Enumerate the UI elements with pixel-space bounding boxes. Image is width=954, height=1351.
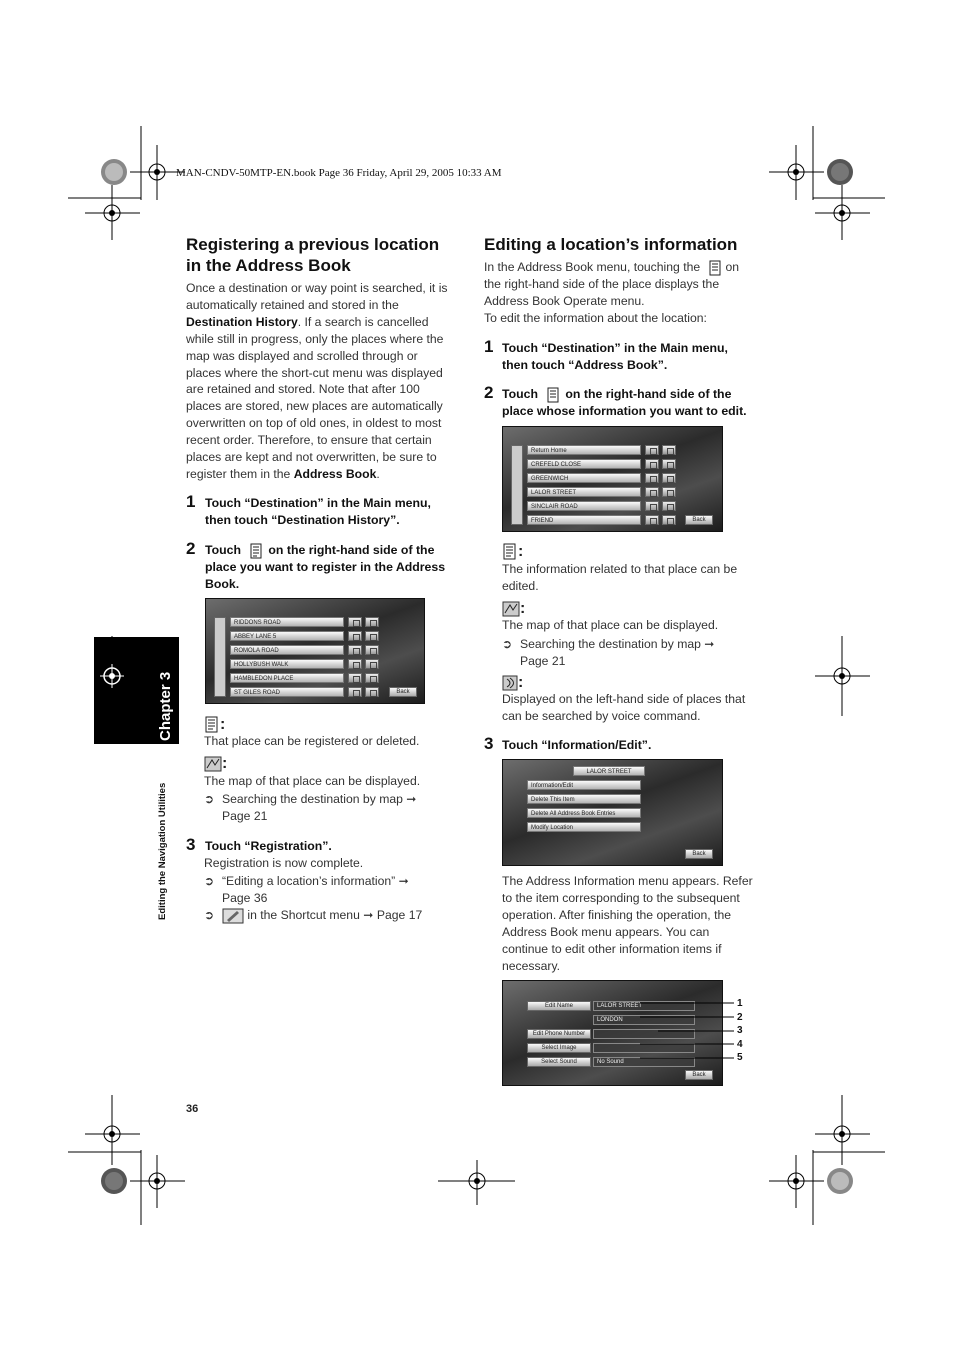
edit-list-icon[interactable] (348, 631, 362, 641)
field-value: LALOR STREET (593, 1001, 695, 1011)
callout-number: 2 (737, 1012, 743, 1023)
edit-list-icon[interactable] (645, 445, 659, 455)
screen-title: LALOR STREET (573, 766, 645, 776)
intro-line: are retained and stored. Note that after 100 (186, 382, 420, 397)
map-icon (502, 601, 520, 617)
callout-number: 5 (737, 1052, 743, 1063)
svg-text:Chapter 3: Chapter 3 (157, 671, 174, 741)
list-item[interactable]: ABBEY LANE 5 (230, 631, 344, 641)
menu-item[interactable]: Delete All Address Book Entries (527, 808, 641, 818)
left-title-line2: in the Address Book (186, 256, 351, 275)
paragraph-line: The Address Information menu appears. Refer (502, 874, 753, 888)
list-item[interactable]: ROMOLA ROAD (230, 645, 344, 655)
back-button[interactable]: Back (685, 849, 713, 859)
right-ref1: ➲ Searching the destination by map ➞ Page 21 (502, 637, 715, 668)
intro-line: places are kept and not overwritten, be sure to (186, 450, 437, 465)
edit-list-icon[interactable] (645, 501, 659, 511)
paragraph-line: operation. After finishing the operation, the (502, 907, 732, 922)
list-item[interactable]: RIDDONS ROAD (230, 617, 344, 627)
map-icon[interactable] (365, 659, 379, 669)
print-header: MAN-CNDV-50MTP-EN.book Page 36 Friday, April 29, 2005 10:33 AM (176, 167, 502, 179)
edit-list-icon[interactable] (348, 673, 362, 683)
right-intro: In the Address Book menu, touching the on the right-hand side of the place displays the Address Book Operate menu. To edit the information about the location: (484, 260, 740, 325)
menu-item[interactable]: Information/Edit (527, 780, 641, 790)
callout-leaders (640, 995, 740, 1065)
edit-list-icon[interactable] (348, 617, 362, 627)
left-icon2-legend: : (204, 755, 227, 773)
left-step3-desc: Registration is now complete. (204, 856, 364, 870)
intro-line: overwritten on top of old ones, in oldest to most (186, 416, 442, 431)
edit-field-button[interactable]: Select Image (527, 1043, 591, 1053)
map-icon[interactable] (365, 687, 379, 697)
right-icon3-legend: : (502, 674, 523, 692)
intro-line: places are stored, new places are automatically (186, 399, 443, 414)
field-value: No Sound (593, 1057, 695, 1067)
edit-list-icon[interactable] (645, 473, 659, 483)
address-book-screen (502, 426, 723, 532)
right-step2-text: Touch on the right-hand side of the place whose information you want to edit. (502, 387, 747, 418)
intro-line: automatically retained and stored in the (186, 297, 399, 312)
intro-line: Once a destination or way point is searched, it is (186, 281, 448, 295)
edit-list-icon (545, 387, 561, 403)
right-icon2-legend: : (502, 600, 525, 618)
list-item[interactable]: ST GILES ROAD (230, 687, 344, 697)
intro-line: Destination History. If a search is cancelled (186, 314, 429, 329)
intro-line: recent order. Therefore, to ensure that certain (186, 433, 432, 448)
right-step2-number: 2 (484, 383, 494, 402)
list-item[interactable]: HAMBLEDON PLACE (230, 673, 344, 683)
map-icon[interactable] (662, 459, 676, 469)
right-icon1-legend: : (502, 543, 523, 561)
chapter-label (150, 645, 178, 741)
paragraph-line: Address Book menu appears. You can (502, 924, 710, 939)
left-ref1: ➲ Searching the destination by map ➞ Page 21 (204, 792, 417, 823)
intro-line: register them in the Address Book. (186, 466, 380, 481)
back-button[interactable]: Back (685, 515, 713, 525)
intro-line: places where the short-cut menu was displayed (186, 365, 443, 380)
left-ref2: ➲ “Editing a location’s information” ➞ Page 36 (204, 874, 409, 905)
back-button[interactable]: Back (389, 687, 417, 697)
edit-list-icon[interactable] (348, 645, 362, 655)
right-icon3-desc: Displayed on the left-hand side of places that can be searched by voice command. (502, 692, 746, 723)
left-step1-text: Touch “Destination” in the Main menu, then touch “Destination History”. (205, 496, 431, 527)
map-icon (204, 756, 222, 772)
destination-history-screen (205, 598, 425, 704)
left-ref3: ➲ in the Shortcut menu ➞ Page 17 (204, 908, 423, 922)
map-icon[interactable] (662, 501, 676, 511)
left-step2-text: Touch on the right-hand side of the place you want to register in the Address Book. (205, 543, 446, 591)
edit-field-button[interactable]: Edit Name (527, 1001, 591, 1011)
section-label (150, 760, 172, 920)
menu-item[interactable]: Delete This Item (527, 794, 641, 804)
list-item[interactable]: SINCLAIR ROAD (527, 501, 641, 511)
ref-arrow-icon: ➲ (204, 792, 215, 806)
map-icon[interactable] (662, 473, 676, 483)
paragraph-line: necessary. (502, 958, 561, 973)
shortcut-pencil-icon (222, 908, 244, 924)
list-item[interactable]: LALOR STREET (527, 487, 641, 497)
intro-line: map was displayed and scrolled through or (186, 348, 418, 363)
right-step3-number: 3 (484, 734, 494, 753)
map-icon[interactable] (662, 515, 676, 525)
map-icon[interactable] (365, 631, 379, 641)
page-arrow-icon: ➞ (406, 792, 417, 806)
paragraph-line: continue to edit other information items if (502, 941, 722, 956)
map-icon[interactable] (662, 445, 676, 455)
edit-list-icon (248, 543, 264, 559)
left-icon1-legend: : (204, 716, 225, 734)
scroll-bar[interactable] (214, 617, 226, 697)
callout-number: 1 (737, 998, 743, 1009)
edit-field-button[interactable]: Edit Phone Number (527, 1029, 591, 1039)
list-item[interactable]: CREFELD CLOSE (527, 459, 641, 469)
left-section-title (186, 234, 476, 276)
right-after-paragraph (502, 873, 772, 974)
voice-command-icon (502, 675, 518, 691)
right-step1-number: 1 (484, 337, 494, 356)
intro-line: while still in progress, only the places where the (186, 331, 444, 346)
left-step3-text: Touch “Registration”. (205, 839, 332, 853)
scroll-bar[interactable] (511, 445, 523, 525)
map-icon[interactable] (365, 645, 379, 655)
svg-text:Editing the Navigation Utiliti: Editing the Navigation Utilities (157, 782, 168, 920)
edit-list-icon (502, 543, 518, 561)
right-icon2-desc: The map of that place can be displayed. (502, 618, 719, 632)
ref-arrow-icon: ➲ (502, 637, 513, 651)
edit-list-icon[interactable] (348, 659, 362, 669)
right-step3-text: Touch “Information/Edit”. (502, 738, 652, 752)
back-button[interactable]: Back (685, 1070, 713, 1080)
ref-arrow-icon: ➲ (204, 874, 215, 888)
page-arrow-icon: ➞ (398, 874, 409, 888)
edit-list-icon[interactable] (645, 459, 659, 469)
map-icon[interactable] (365, 673, 379, 683)
map-icon[interactable] (662, 487, 676, 497)
address-book-operate-screen (502, 759, 723, 866)
right-icon1-desc: The information related to that place can be edited. (502, 562, 738, 593)
edit-list-icon[interactable] (348, 687, 362, 697)
edit-list-icon (707, 260, 723, 276)
menu-item[interactable]: Modify Location (527, 822, 641, 832)
left-intro-paragraph (186, 280, 466, 483)
ref-arrow-icon: ➲ (204, 908, 215, 922)
list-item[interactable]: Return Home (527, 445, 641, 455)
field-value: LONDON (593, 1015, 695, 1025)
edit-field-button[interactable]: Select Sound (527, 1057, 591, 1067)
callout-number: 3 (737, 1025, 743, 1036)
page-arrow-icon: ➞ (363, 908, 374, 922)
left-step2-number: 2 (186, 539, 196, 558)
edit-list-icon (204, 716, 220, 734)
right-step1-text: Touch “Destination” in the Main menu, then touch “Address Book”. (502, 341, 728, 372)
edit-list-icon[interactable] (645, 487, 659, 497)
edit-list-icon[interactable] (645, 515, 659, 525)
list-item[interactable]: FRIEND (527, 515, 641, 525)
map-icon[interactable] (365, 617, 379, 627)
callout-number: 4 (737, 1039, 743, 1050)
left-title-line1: Registering a previous location (186, 235, 440, 254)
list-item[interactable]: HOLLYBUSH WALK (230, 659, 344, 669)
left-step3-number: 3 (186, 835, 196, 854)
paragraph-line: to the item corresponding to the subsequent (502, 890, 740, 905)
left-icon1-desc: That place can be registered or deleted. (204, 734, 420, 748)
list-item[interactable]: GREENWICH (527, 473, 641, 483)
right-section-title: Editing a location’s information (484, 235, 738, 254)
left-step1-number: 1 (186, 492, 196, 511)
page-arrow-icon: ➞ (704, 637, 715, 651)
chapter-tab-crosshair-icon (100, 664, 124, 688)
left-icon2-desc: The map of that place can be displayed. (204, 774, 421, 788)
page-number: 36 (186, 1103, 199, 1115)
